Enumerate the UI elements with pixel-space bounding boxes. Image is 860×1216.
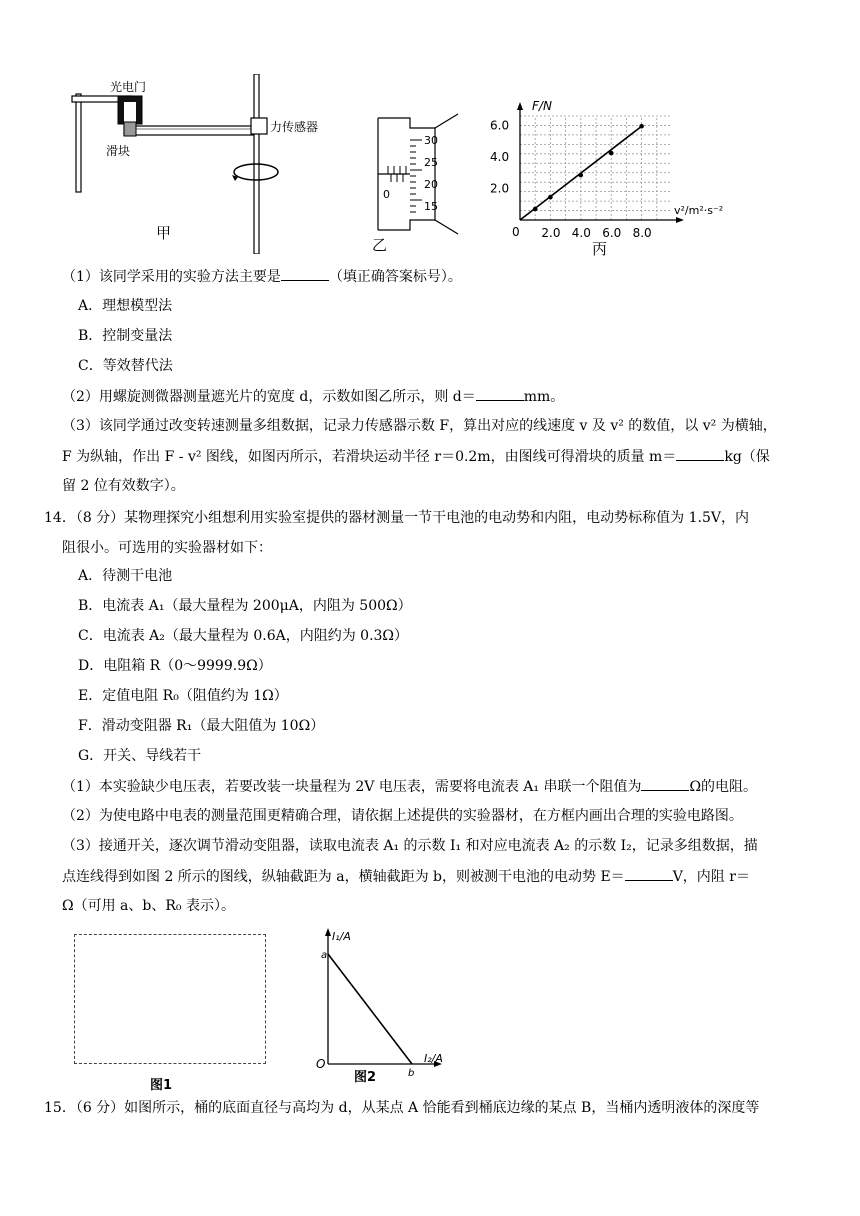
x-tick-label: 8.0 bbox=[632, 226, 652, 240]
fig2-xlabel: I₂/A bbox=[424, 1052, 443, 1065]
x-tick-label: 4.0 bbox=[571, 226, 591, 240]
chart-origin: 0 bbox=[512, 225, 520, 239]
thimble-mark-15: 15 bbox=[424, 200, 438, 213]
q14-part3-line1: （3）接通开关，逐次调节滑动变阻器，读取电流表 A₁ 的示数 I₁ 和对应电流表 A₂ 的示数 I₂，记录多组数据，描 bbox=[62, 838, 758, 854]
chart-xlabel: v²/m²·s⁻² bbox=[674, 204, 724, 217]
fig2-origin: O bbox=[316, 1057, 326, 1071]
chart-series bbox=[520, 124, 644, 220]
q14-part3-line3: Ω（可用 a、b、R₀ 表示）。 bbox=[62, 898, 235, 914]
option-b: B．控制变量法 bbox=[78, 328, 173, 344]
option-c: C．等效替代法 bbox=[78, 358, 173, 374]
answer-blank-14-3e[interactable] bbox=[625, 866, 673, 881]
y-tick-label: 6.0 bbox=[490, 118, 510, 133]
q15-stem: 15．（6 分）如图所示，桶的底面直径与高均为 d，从某点 A 恰能看到桶底边缘的某点 B，当桶内透明液体的深度等 bbox=[44, 1100, 760, 1116]
sensor-label: 力传感器 bbox=[270, 120, 319, 134]
option-a: A．理想模型法 bbox=[78, 298, 173, 314]
data-point bbox=[639, 124, 644, 129]
answer-blank-13-2[interactable] bbox=[476, 386, 524, 401]
data-point bbox=[533, 207, 538, 212]
photogate-label: 光电门 bbox=[110, 80, 147, 94]
material-d: D．电阻箱 R（0～9999.9Ω） bbox=[78, 658, 272, 674]
material-e: E．定值电阻 R₀（阻值约为 1Ω） bbox=[78, 688, 288, 704]
q13-part3-line1: （3）该同学通过改变转速测量多组数据，记录力传感器示数 F，算出对应的线速度 v 及 v² 的数值，以 v² 为横轴， bbox=[62, 418, 777, 434]
x-tick-label: 2.0 bbox=[541, 226, 561, 240]
figure-jia-drawing bbox=[66, 74, 346, 254]
material-f: F．滑动变阻器 R₁（最大阻值为 10Ω） bbox=[78, 718, 325, 734]
y-tick-label: 4.0 bbox=[490, 149, 510, 164]
i1-i2-line bbox=[328, 954, 412, 1064]
data-point bbox=[548, 195, 553, 200]
figure-jia-caption: 甲 bbox=[156, 224, 172, 242]
fig2-b-label: b bbox=[408, 1068, 415, 1079]
q13-part3-line3: 留 2 位有效数字）。 bbox=[62, 478, 185, 494]
x-tick-label: 6.0 bbox=[602, 226, 622, 240]
x-axis-arrow bbox=[676, 217, 684, 223]
material-g: G．开关、导线若干 bbox=[78, 748, 202, 764]
y-axis-arrow bbox=[517, 102, 523, 110]
data-point bbox=[579, 173, 584, 178]
material-a: A．待测干电池 bbox=[78, 568, 173, 584]
thimble-mark-20: 20 bbox=[424, 178, 438, 191]
answer-blank-14-1[interactable] bbox=[641, 776, 689, 791]
q13-part3-line2: F 为纵轴，作出 F - v² 图线，如图丙所示，若滑块运动半径 r＝0.2m，由图线可得滑块的质量 m＝ kg（保 bbox=[62, 446, 770, 467]
q13-part1: （1）该同学采用的实验方法主要是 （填正确答案标号）。 bbox=[62, 266, 462, 287]
chart-ylabel: F/N bbox=[532, 99, 552, 113]
q14-part1: （1）本实验缺少电压表，若要改装一块量程为 2V 电压表，需要将电流表 A₁ 串联一个阻值为 Ω的电阻。 bbox=[62, 776, 757, 797]
sleeve-zero: 0 bbox=[383, 188, 390, 201]
q14-part2: （2）为使电路中电表的测量范围更精确合理，请依据上述提供的实验器材，在方框内画出合理的实验电路图。 bbox=[62, 808, 743, 824]
figure-bing bbox=[488, 96, 738, 261]
answer-blank-13-1[interactable] bbox=[281, 266, 329, 281]
f-v2-chart bbox=[488, 96, 738, 261]
figure-bing-caption: 丙 bbox=[592, 240, 608, 258]
thimble-mark-30: 30 bbox=[424, 134, 438, 147]
thimble-mark-25: 25 bbox=[424, 156, 438, 169]
q14-part3-line2: 点连线得到如图 2 所示的图线，纵轴截距为 a，横轴截距为 b，则被测干电池的电动势 E＝ V，内阻 r＝ bbox=[62, 866, 750, 887]
fig2-ylabel: I₁/A bbox=[332, 930, 351, 943]
figure-yi-caption: 乙 bbox=[372, 236, 388, 254]
figure-2 bbox=[312, 924, 462, 1084]
material-b: B．电流表 A₁（最大量程为 200μA，内阻为 500Ω） bbox=[78, 598, 412, 614]
figure-jia bbox=[66, 74, 346, 254]
data-point bbox=[609, 151, 614, 156]
answer-blank-13-3[interactable] bbox=[676, 446, 724, 461]
fig2-a-label: a bbox=[321, 950, 328, 961]
chart-axes bbox=[517, 102, 684, 223]
chart-grid bbox=[520, 116, 672, 220]
y-tick-label: 2.0 bbox=[490, 181, 510, 196]
i1-i2-graph bbox=[312, 924, 462, 1084]
figure-2-caption: 图2 bbox=[354, 1070, 377, 1085]
q13-part2: （2）用螺旋测微器测量遮光片的宽度 d，示数如图乙所示，则 d＝ mm。 bbox=[62, 386, 564, 407]
q14-stem-line2: 阻很小。可选用的实验器材如下： bbox=[62, 540, 272, 556]
figure-1-caption: 图1 bbox=[150, 1078, 173, 1093]
slider-label: 滑块 bbox=[106, 144, 131, 158]
figure-yi bbox=[360, 110, 480, 258]
material-c: C．电流表 A₂（最大量程为 0.6A，内阻约为 0.3Ω） bbox=[78, 628, 409, 644]
q14-stem-line1: 14．（8 分）某物理探究小组想利用实验室提供的器材测量一节干电池的电动势和内阻，电动势标称值为 1.5V，内 bbox=[44, 510, 749, 526]
figure-1-answer-box[interactable] bbox=[74, 934, 266, 1064]
